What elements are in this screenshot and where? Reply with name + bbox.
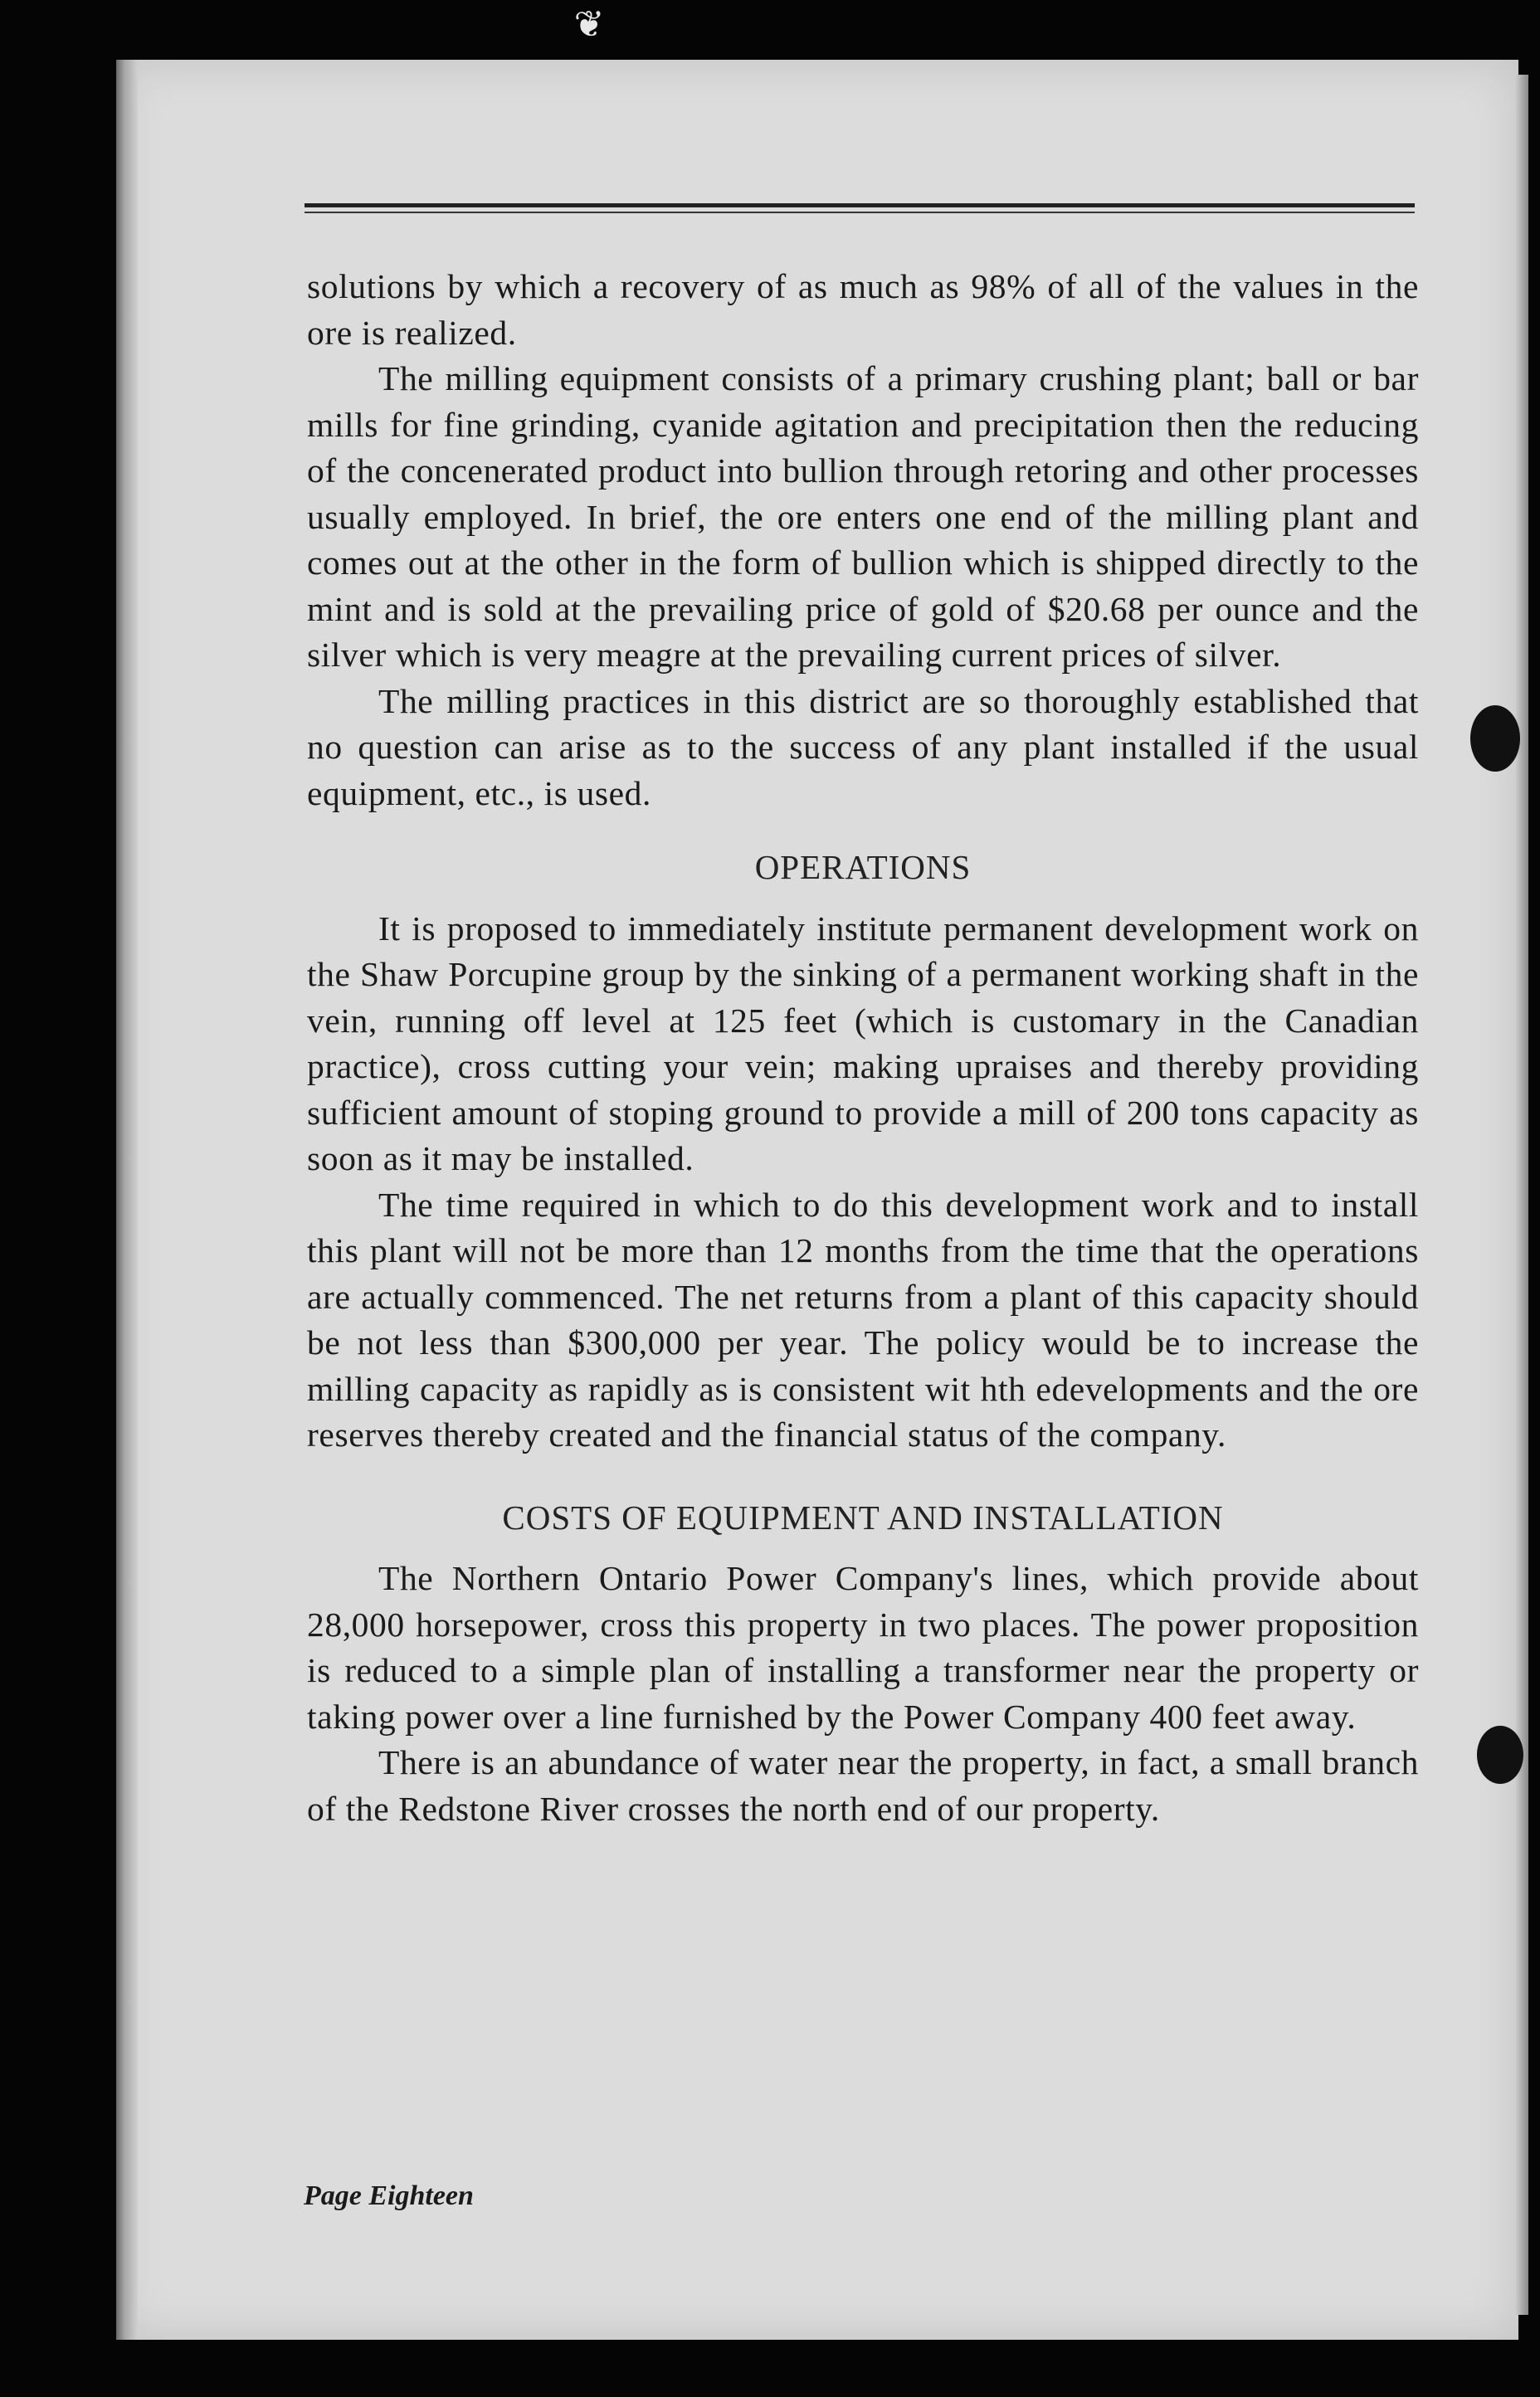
paragraph: The milling equipment consists of a primary crushing plant; ball or bar mills for fine grinding, cyanide agitation and precipitation then the reducing of the concenerated product into bullion through retoring and other processes usually employed. In brief, the ore enters one end of the milling plant and comes out at the other in the form of bullion which is shipped directly to the mint and is sold at the prevailing price of gold of $20.68 per ounce and the silver which is very meagre at the prevailing current prices of silver. xyxy=(307,359,1419,674)
paragraph: The Northern Ontario Power Company's lines, which provide about 28,000 horsepower, cross this property in two places. The power proposition is reduced to a simple plan of installing a transformer near the property or taking power over a line furnished by the Power Company 400 feet away. xyxy=(307,1559,1419,1736)
header-rule xyxy=(305,203,1415,207)
paragraph: solutions by which a recovery of as much as 98% of all of the values in the ore is realized. xyxy=(307,267,1419,352)
paragraph: The time required in which to do this development work and to install this plant will not be more than 12 months from the time that the operations are actually commenced. The net returns from a plant of this capacity should be not less than $300,000 per year. The policy would be to increase the milling capacity as rapidly as is consistent wit hth edevelopments and the ore reserves thereby created and the financial status of the company. xyxy=(307,1185,1419,1454)
paragraph: The milling practices in this district are so thoroughly established that no question can arise as to the success of any plant installed if the usual equipment, etc., is used. xyxy=(307,681,1419,812)
header-rule-thin xyxy=(305,212,1415,213)
ink-blot xyxy=(1470,705,1520,772)
page-right-edge xyxy=(1515,75,1528,2315)
ink-blot xyxy=(1477,1726,1523,1784)
paragraph: There is an abundance of water near the property, in fact, a small branch of the Redstone River crosses the north end of our property. xyxy=(307,1743,1419,1828)
page-body xyxy=(307,264,1419,1832)
page-number-label: Page Eighteen xyxy=(304,2180,474,2211)
paragraph: It is proposed to immediately institute permanent development work on the Shaw Porcupine group by the sinking of a permanent working shaft in the vein, running off level at 125 feet (which is customary in the Canadian practice), cross cutting your vein; making upraises and thereby providing sufficient amount of stoping ground to provide a mill of 200 tons capacity as soon as it may be installed. xyxy=(307,909,1419,1177)
page-top-ornament: ❦ xyxy=(573,4,605,45)
page-binding-edge xyxy=(116,60,138,2340)
section-heading-costs: COSTS OF EQUIPMENT AND INSTALLATION xyxy=(502,1498,1224,1537)
section-heading-operations: OPERATIONS xyxy=(754,848,972,886)
